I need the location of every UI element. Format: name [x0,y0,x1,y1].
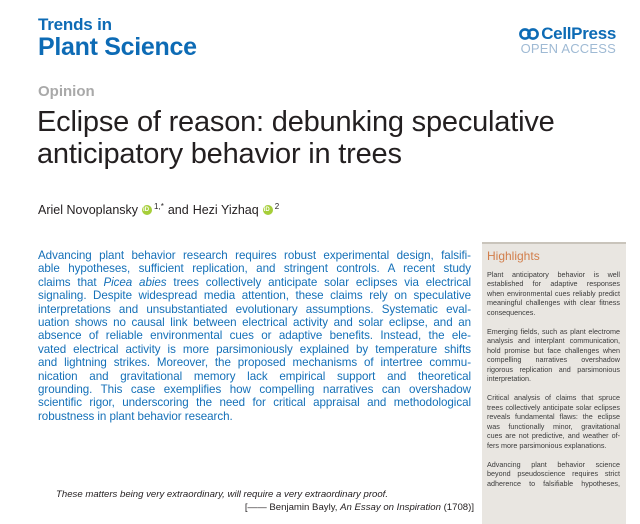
publisher-logo [519,25,616,56]
highlight-line: reveals fundamental flaws: the eclipse [487,412,620,422]
highlight-line: rigorous replication and parsimonious [487,364,620,374]
author-affiliation: 1,* [154,201,164,211]
abstract-line: Advancing plant behavior research requires robust experimental design, falsifi- [38,249,471,262]
abstract-line: uation shows no causal link between electrical activity and solar eclipse, and an [38,316,471,330]
epigraph-year: (1708)] [440,502,474,513]
article-title-line: anticipatory behavior in trees [37,138,402,170]
highlight-line: Advancing plant behavior science [487,459,620,469]
orcid-icon[interactable] [142,205,152,215]
abstract [38,249,471,423]
highlight-paragraph [487,327,620,383]
epigraph [56,489,474,513]
highlight-line: cues are not predictive, and weather of- [487,431,620,441]
author-name[interactable]: Ariel Novoplansky [38,203,139,217]
abstract-line: scientific rigor, underscoring the need for critical appraisal and methodological [38,396,471,410]
highlight-line: established for adaptive responses [487,279,620,289]
highlight-line: trees collectively anticipate solar eclipses [487,402,620,412]
article-type: Opinion [38,83,95,100]
highlight-line: consequences. [487,307,536,317]
highlight-line: Emerging fields, such as plant electrome [487,327,620,337]
abstract-line: and lightning strikes. Moreover, the proposed mechanisms of intertree commu- [38,356,471,370]
abstract-line: nication and gravitational memory lack empirical support and theoretical [38,369,471,383]
open-access-label: OPEN ACCESS [520,41,616,56]
species-name: Picea abies [103,275,167,289]
epigraph-attribution [56,502,474,513]
abstract-line: grounding. This case exemplifies how compelling narratives can overshadow [38,383,471,397]
journal-title [38,16,197,61]
highlight-line: adherence to falsifiable hypotheses, [487,478,620,488]
epigraph-quote: These matters being very extraordinary, will require a very extraordinary proof. [56,489,389,500]
journal-title-line2: Plant Science [38,33,197,61]
highlight-line: meaningful challenges with clear fitness [487,298,620,308]
authors-joiner: and [167,203,189,217]
highlight-line: hold promise but face challenges when [487,345,620,355]
highlight-line: Plant anticipatory behavior is well [487,270,620,279]
epigraph-work: An Essay on Inspiration [340,502,441,513]
highlight-line: beyond pseudoscience requires strict [487,469,620,479]
article-title-line: Eclipse of reason: debunking speculative [37,106,555,138]
highlight-line: when environmental cues reliably predict [487,288,620,298]
abstract-line-species [38,276,471,289]
author-name[interactable]: Hezi Yizhaq [192,203,259,217]
highlight-line: compelling narratives overshadow [487,355,620,365]
abstract-line: robustness in plant behavior research. [38,409,233,423]
abstract-line: vated electrical activity is more parsimoniously explained by temperature shifts [38,342,471,356]
abstract-line: absence of reliable environmental cues or adaptive benefits. Instead, the ele- [38,329,471,343]
orcid-icon[interactable] [263,205,273,215]
author-affiliation: 2 [274,201,280,211]
abstract-line: able hypotheses, sufficient replication, and stringent controls. A recent study [38,262,471,276]
cellpress-logo-icon [519,26,539,42]
abstract-line: interpretations and unsubstantiated evolutionary assumptions. Systematic eval- [38,302,471,316]
abstract-text: trees collectively anticipate solar eclipses via electrical [166,275,472,289]
highlight-line: analysis and interplant communication, [487,336,620,346]
abstract-text: claims that [38,275,104,289]
highlight-line: Critical analysis of claims that spruce [487,393,620,403]
highlights-box [482,242,626,524]
highlight-paragraph [487,393,620,449]
journal-title-line1: Trends in [38,15,112,34]
highlight-line: fers more parsimonious explanations. [487,440,607,450]
highlight-paragraph [487,270,620,317]
article-title [37,106,617,170]
epigraph-author: [—— Benjamin Bayly, [244,502,341,513]
highlight-line: interpretation. [487,374,531,384]
highlights-title: Highlights [487,249,540,263]
highlight-line: was functionally minor, gravitational [487,421,620,431]
author-list [38,203,279,217]
abstract-line: signaling. Despite widespread media attention, these claims rely on speculative [38,289,471,303]
publisher-name: CellPress [541,24,616,43]
highlight-paragraph [487,460,620,488]
